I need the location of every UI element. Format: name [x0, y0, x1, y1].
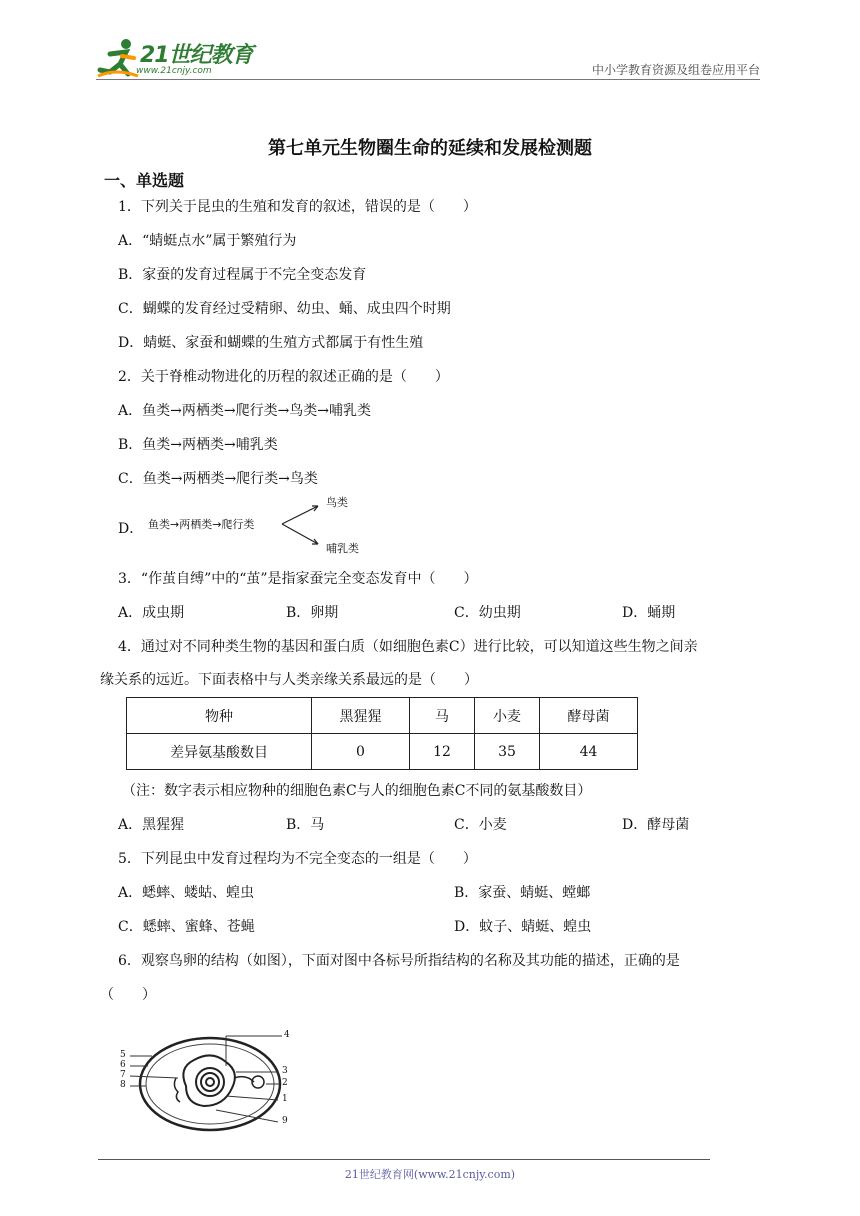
q4-option-c[interactable]: C．小麦 — [454, 817, 507, 833]
diagram-branch-mammals: 哺乳类 — [326, 542, 359, 555]
table-header-cell: 物种 — [127, 698, 312, 734]
q5-option-d[interactable]: D．蚊子、蜻蜓、蝗虫 — [454, 919, 592, 935]
q1-option-a[interactable]: A．“蜻蜓点水”属于繁殖行为 — [118, 233, 297, 249]
question-2-stem: 2．关于脊椎动物进化的历程的叙述正确的是（ ） — [118, 369, 449, 385]
q1-option-b[interactable]: B．家蚕的发育过程属于不完全变态发育 — [118, 267, 367, 283]
table-cell: 35 — [475, 734, 540, 770]
egg-label-1: 1 — [282, 1094, 288, 1104]
table-header-cell: 小麦 — [475, 698, 540, 734]
logo-url: www.21cnjy.com — [136, 66, 212, 76]
egg-label-3: 3 — [282, 1066, 288, 1076]
table-header-cell: 马 — [410, 698, 475, 734]
question-5-stem: 5．下列昆虫中发育过程均为不完全变态的一组是（ ） — [118, 851, 477, 867]
q2-option-b[interactable]: B．鱼类→两栖类→哺乳类 — [118, 437, 278, 453]
table-row — [127, 734, 638, 770]
egg-label-8: 8 — [120, 1080, 126, 1090]
runner-icon — [96, 36, 140, 80]
q4-option-b[interactable]: B．马 — [286, 817, 325, 833]
page-title: 第七单元生物圈生命的延续和发展检测题 — [268, 138, 592, 159]
q1-option-d[interactable]: D．蜻蜓、家蚕和蝴蝶的生殖方式都属于有性生殖 — [118, 335, 424, 351]
question-4-stem-line2: 缘关系的远近。下面表格中与人类亲缘关系最远的是（ ） — [100, 672, 478, 688]
table-cell: 44 — [540, 734, 638, 770]
table-cell: 0 — [312, 734, 410, 770]
q2-option-a[interactable]: A．鱼类→两栖类→爬行类→鸟类→哺乳类 — [118, 403, 372, 419]
q5-option-b[interactable]: B．家蚕、蜻蜓、螳螂 — [454, 885, 591, 901]
egg-illustration — [116, 1026, 306, 1138]
egg-label-6: 6 — [120, 1060, 126, 1070]
question-3-stem: 3．“作茧自缚”中的“茧”是指家蚕完全变态发育中（ ） — [118, 571, 478, 587]
diagram-chain-text: 鱼类→两栖类→爬行类 — [148, 518, 255, 531]
q2-evolution-diagram — [148, 494, 368, 556]
header-platform-text: 中小学教育资源及组卷应用平台 — [591, 63, 760, 77]
question-4-stem-line1: 4．通过对不同种类生物的基因和蛋白质（如细胞色素C）进行比较，可以知道这些生物之间亲 — [118, 639, 698, 655]
table-cell: 12 — [410, 734, 475, 770]
egg-label-2: 2 — [282, 1078, 288, 1088]
q2-option-d[interactable]: D． — [118, 521, 144, 537]
q3-option-a[interactable]: A．成虫期 — [118, 605, 185, 621]
table-header-cell: 酵母菌 — [540, 698, 638, 734]
q3-option-d[interactable]: D．蛹期 — [622, 605, 676, 621]
q5-option-a[interactable]: A．蟋蟀、蝼蛄、蝗虫 — [118, 885, 255, 901]
egg-label-5: 5 — [120, 1050, 126, 1060]
question-6-stem-line2: （ ） — [100, 987, 156, 1003]
q3-option-c[interactable]: C．幼虫期 — [454, 605, 521, 621]
egg-label-9: 9 — [282, 1116, 288, 1126]
q2-option-c[interactable]: C．鱼类→两栖类→爬行类→鸟类 — [118, 471, 318, 487]
page-footer: 21世纪教育网(www.21cnjy.com) — [344, 1168, 516, 1181]
diagram-branch-birds: 鸟类 — [326, 496, 348, 509]
table-header-cell: 黑猩猩 — [312, 698, 410, 734]
header-divider — [96, 79, 760, 80]
egg-structure-diagram — [116, 1026, 306, 1138]
q4-option-a[interactable]: A．黑猩猩 — [118, 817, 185, 833]
question-6-stem-line1: 6．观察鸟卵的结构（如图），下面对图中各标号所指结构的名称及其功能的描述，正确的是 — [118, 953, 680, 969]
logo-text: 21世纪教育 — [140, 43, 253, 68]
q5-option-c[interactable]: C．蟋蟀、蜜蜂、苍蝇 — [118, 919, 255, 935]
question-1-stem: 1．下列关于昆虫的生殖和发育的叙述，错误的是（ ） — [118, 199, 477, 215]
table-header-row — [127, 698, 638, 734]
cytochrome-table — [126, 697, 638, 770]
question-4-note: （注：数字表示相应物种的细胞色素C与人的细胞色素C不同的氨基酸数目） — [122, 783, 592, 799]
q4-option-d[interactable]: D．酵母菌 — [622, 817, 690, 833]
egg-label-7: 7 — [120, 1070, 126, 1080]
egg-label-4: 4 — [284, 1030, 290, 1040]
q3-option-b[interactable]: B．卵期 — [286, 605, 339, 621]
q1-option-c[interactable]: C．蝴蝶的发育经过受精卵、幼虫、蛹、成虫四个时期 — [118, 301, 451, 317]
section-heading: 一、单选题 — [104, 171, 185, 190]
footer-divider — [98, 1159, 710, 1160]
table-row-label: 差异氨基酸数目 — [127, 734, 312, 770]
site-logo — [96, 36, 256, 80]
page-header — [96, 28, 760, 80]
